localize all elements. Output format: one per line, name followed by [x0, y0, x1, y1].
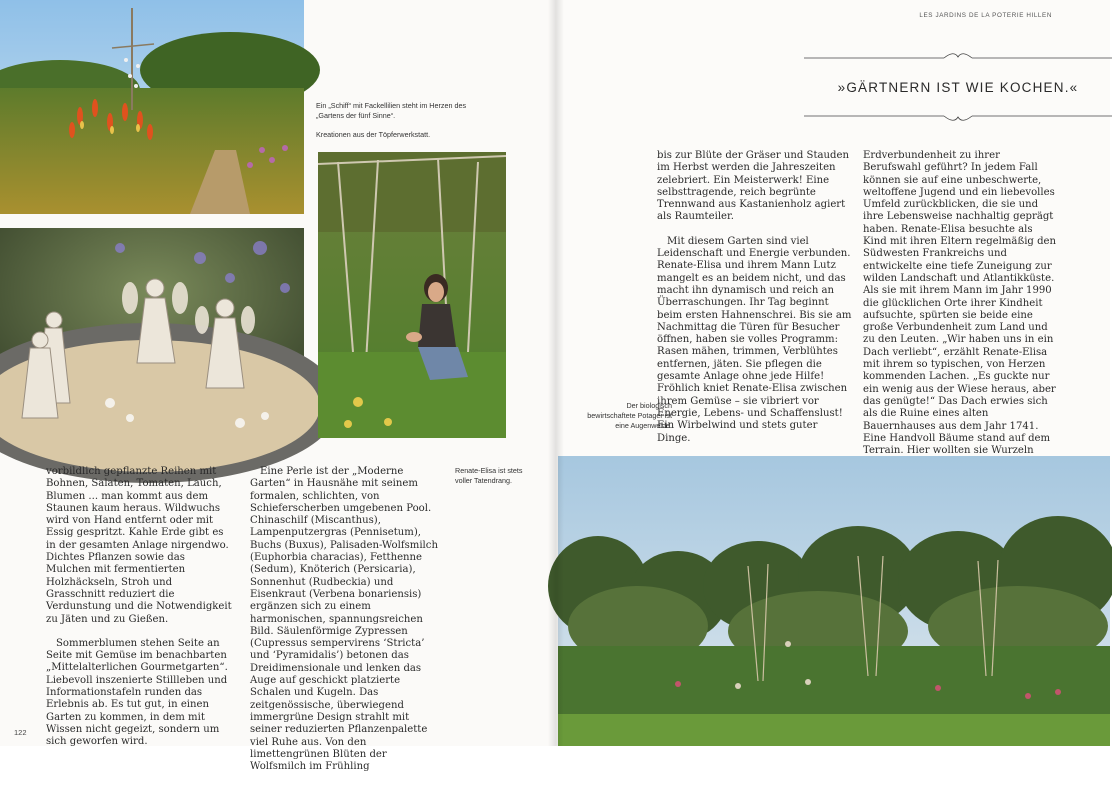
caption-ship: Ein „Schiff“ mit Fackellilien steht im Herzen des „Gartens der fünf Sinne“. [316, 101, 467, 120]
caption-potager: Der biologisch bewirtschaftete Potager ist eine Augenweide. [587, 401, 672, 430]
ornament-bottom-icon [804, 110, 1112, 124]
book-gutter [548, 0, 564, 746]
paragraph: Sommerblumen stehen Seite an Seite mit Gemüse im benachbarten „Mittelalterlichen Gourmetgarten“. Liebevoll inszenierte Stillleben und Informationstafeln runden das Erlebnis ab. Es tut gut, in einen Garten zu kommen, in dem mit Wissen nicht gegeizt, sondern um sich geworfen wird. [46, 637, 228, 748]
photo-potager-panorama [558, 456, 1110, 746]
left-column-2 [250, 466, 440, 785]
page-number: 122 [14, 728, 27, 737]
photo-torch-lily-garden [0, 0, 304, 214]
paragraph: vorbildlich gepflanzte Reihen mit Bohnen, Salaten, Tomaten, Lauch, Blumen ... man kommt aus dem Staunen kaum heraus. Wildwuchs wird von Hand entfernt oder mit Essig gespritzt. Kahle Erde gibt es in der gesamten Anlage nirgendwo. Dichtes Pflanzen sowie das Mulchen mit fermentierten Holzhäckseln, Stroh und Grasschnitt reduziert die Verdunstung und die Notwendigkeit zu Jäten und zu Gießen. [46, 466, 232, 625]
paragraph: Erdverbundenheit zu ihrer Berufswahl geführt? In jedem Fall können sie auf eine unbeschwerte, weltoffene Jugend und ein liebevolles Umfeld zurückblicken, die sie und ihre Lebensweise nachhaltig geprägt haben. Renate-Elisa besuchte als Kind mit ihren Eltern regelmäßig den Südwesten Frankreichs und entwickelte eine tiefe Zuneigung zur wilden Landschaft und Atlantikküste. Als sie mit ihrem Mann im Jahr 1990 die glücklichen Orte ihrer Kindheit aufsuchte, spürten sie beide eine große Verbundenheit zum Land und zu den Leuten. „Wir haben uns in ein Dach verliebt“, erzählt Renate-Elisa mit ihrem so typischen, von Herzen kommenden Lachen. „Es guckte nur ein wenig aus der Wiese heraus, aber das genügte!“ Das Dach erwies sich als die Ruine eines alten Bauernhauses aus dem Jahr 1741. Eine Handvoll Bäume stand auf dem Terrain. Hier wollten sie Wurzeln [863, 150, 1057, 457]
pull-quote-block [804, 50, 1112, 128]
paragraph: Eine Perle ist der „Moderne Garten“ in Hausnähe mit seinem formalen, schlichten, von Schieferscherben umgebenen Pool. Chinaschilf (Miscanthus), Lampenputzergras (Pennisetum), Buchs (Buxus), Palisaden-Wolfsmilch (Euphorbia characias), Fetthenne (Sedum), Knöterich (Persicaria), Sonnenhut (Rudbeckia) und Eisenkraut (Verbena bonariensis) ergänzen sich zu einem harmonischen, spannungsreichen Bild. Säulenförmige Zypressen (Cupressus sempervirens ‘Stricta’ und ‘Pyramidalis’) betonen das Dreidimensionale und lenken das Auge auf geschickt platzierte Schalen und Kugeln. Das zeitgenössische, überwiegend immergrüne Design strahlt mit seiner reduzierten Pflanzenpalette viel Ruhe aus. Von den limettengrünen Blüten der Wolfsmilch im Frühling [250, 466, 438, 773]
caption-renate: Renate-Elisa ist stets voller Tatendrang. [455, 466, 523, 485]
caption-block [316, 101, 476, 149]
ornament-top-icon [804, 50, 1112, 64]
left-page [0, 0, 556, 773]
paragraph: Mit diesem Garten sind viel Leidenschaft und Energie verbunden. Renate-Elisa und ihrem Mann Lutz mangelt es an beidem nicht, und das macht ihn dynamisch und reich an Überraschungen. Ihr Tag beginnt beim ersten Hahnenschrei. Bis sie am Nachmittag die Türen für Besucher öffnen, haben sie volles Programm: Rasen mähen, trimmen, Verblühtes entfernen, jäten. Sie pflegen die gesamte Anlage ohne jede Hilfe! Fröhlich kniet Renate-Elisa zwischen ihrem Gemüse – sie vibriert vor Energie, Lebens- und Schaffenslust! Ein Wirbelwind und stets guter Dinge. [657, 235, 852, 444]
caption-workshop: Kreationen aus der Töpferwerkstatt. [316, 130, 431, 139]
pull-quote: »GÄRTNERN IST WIE KOCHEN.« [837, 80, 1079, 95]
left-column-1 [46, 466, 232, 761]
photo-ceramic-angels [0, 228, 304, 438]
running-head: LES JARDINS DE LA POTERIE HILLEN [919, 12, 1052, 19]
photo-renate-in-garden [318, 152, 506, 438]
paragraph: bis zur Blüte der Gräser und Stauden im Herbst werden die Jahreszeiten zelebriert. Ein Meisterwerk! Eine selbsttragende, reich begrünte Trennwand aus Kastanienholz agiert als Raumteiler. [657, 150, 849, 223]
right-page [556, 0, 1110, 746]
